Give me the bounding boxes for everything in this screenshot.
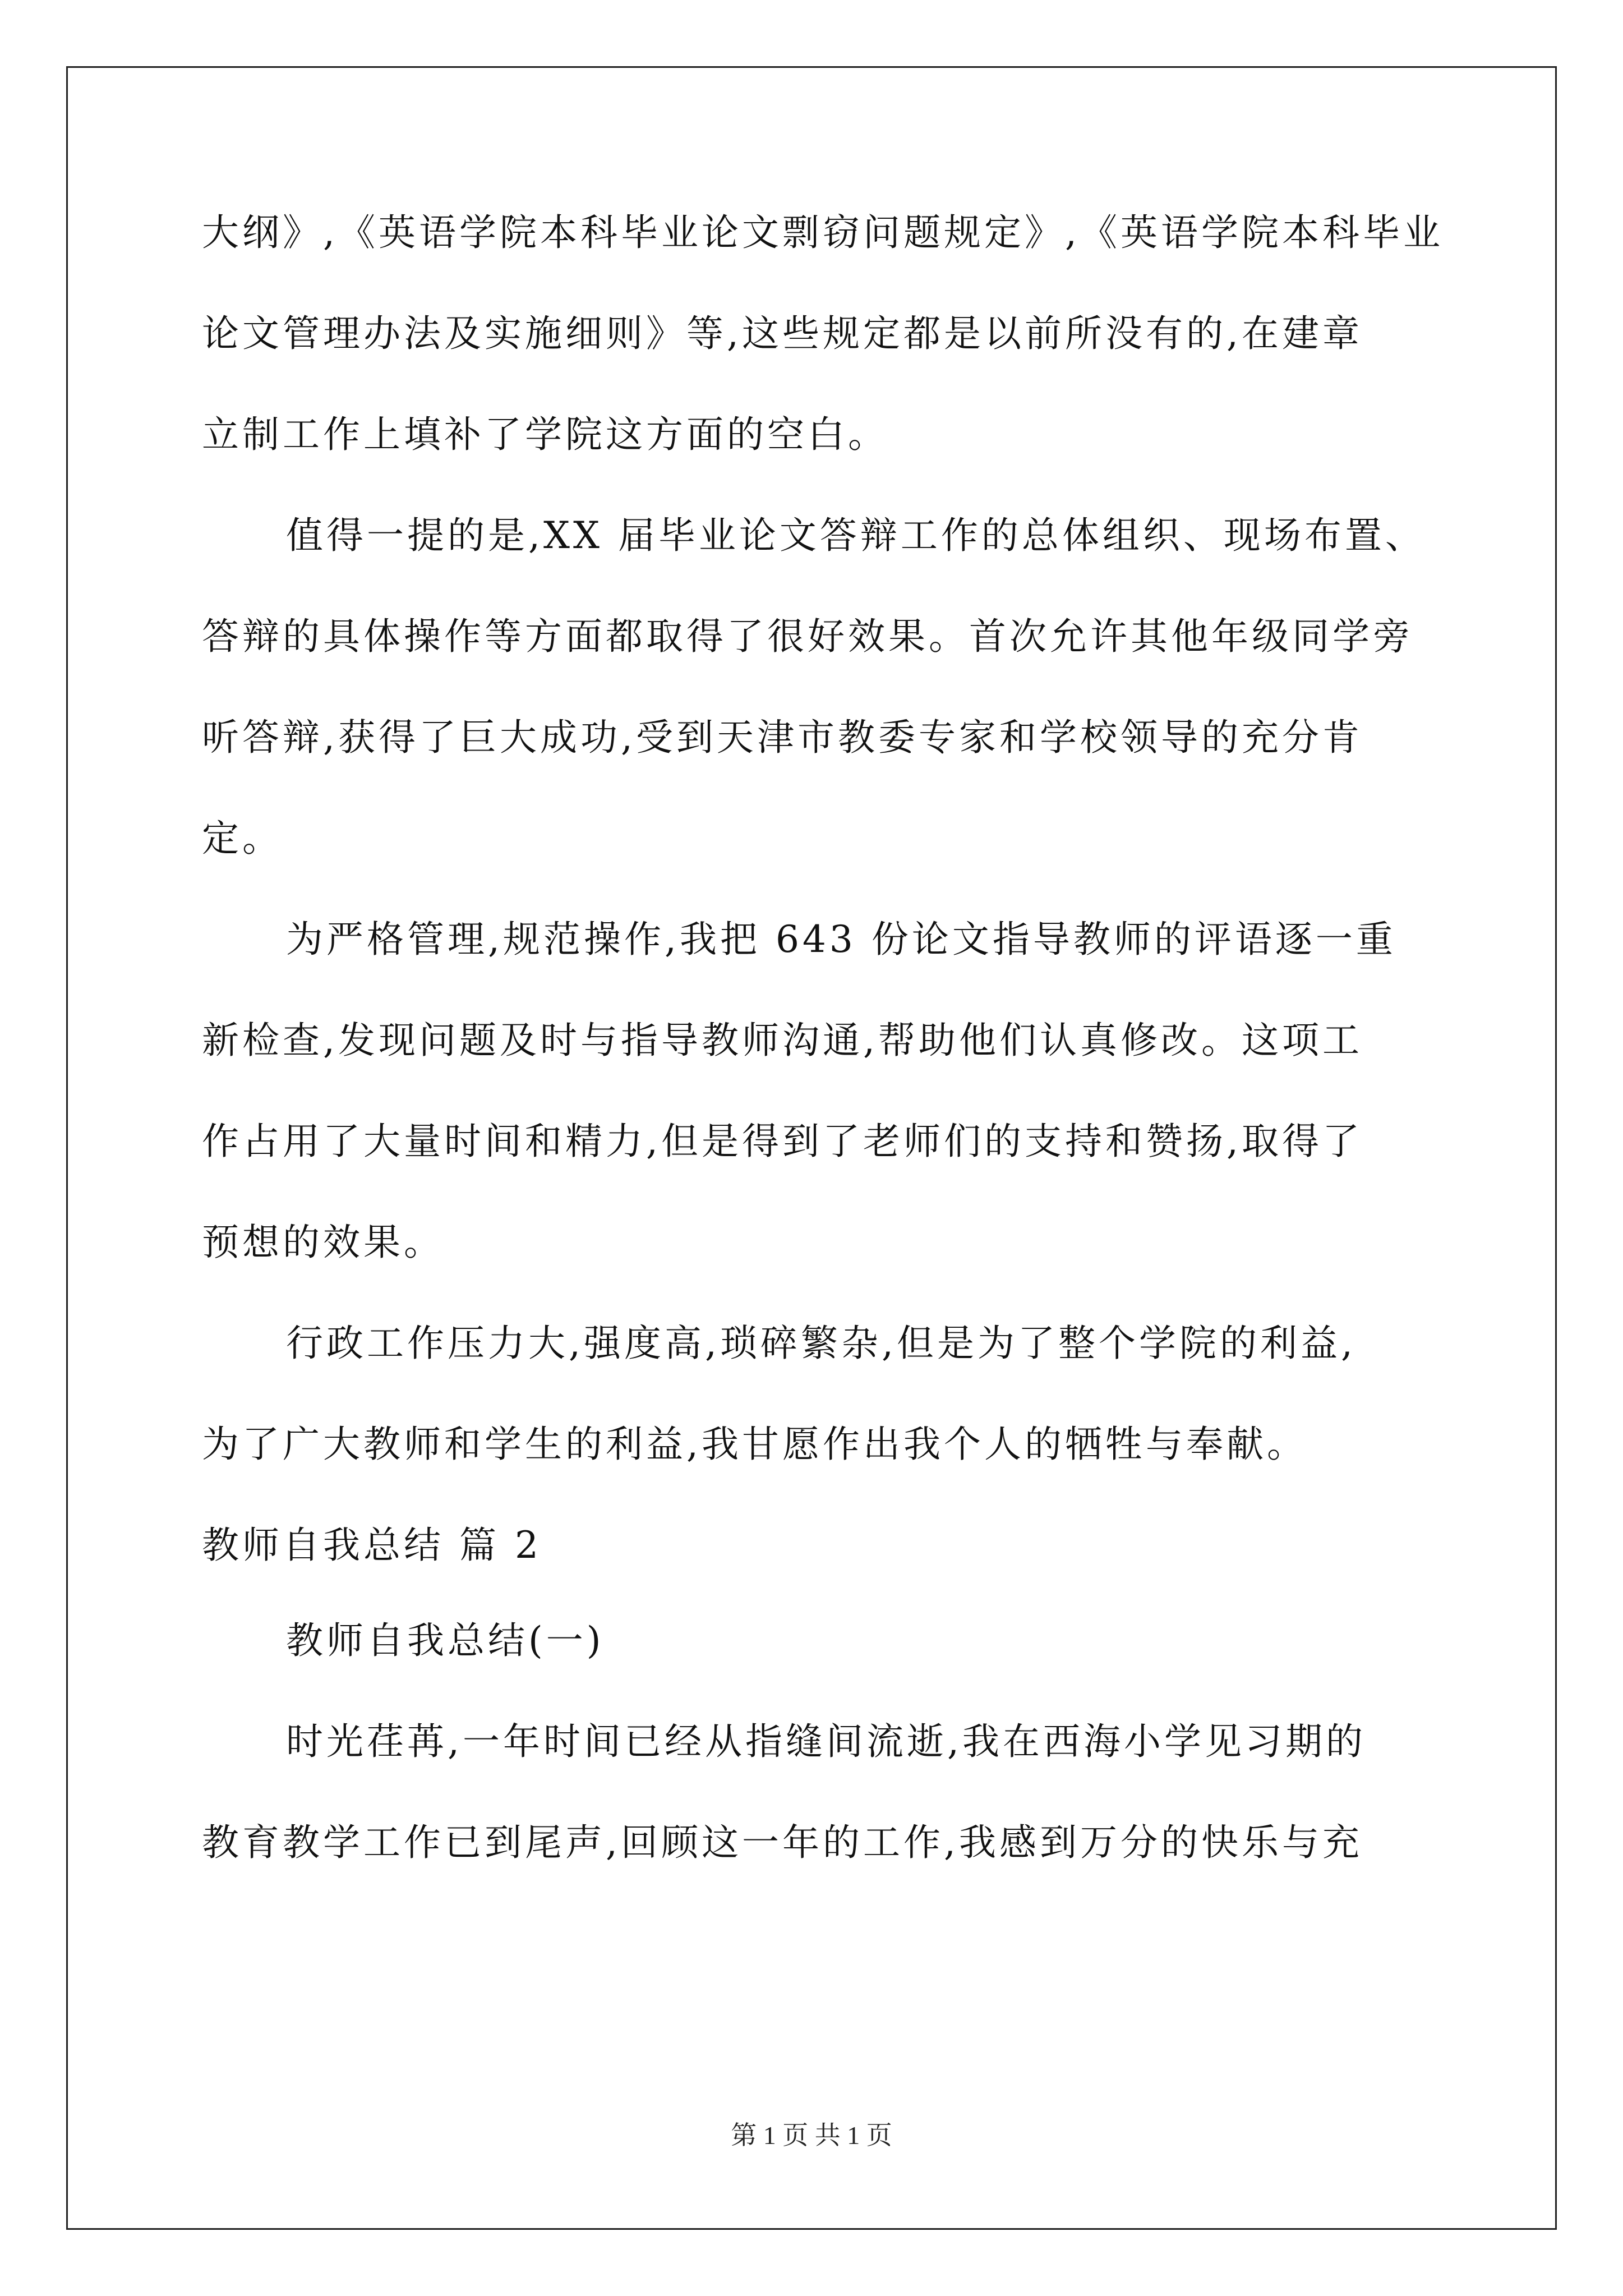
paragraph-start-line: 值得一提的是,XX 届毕业论文答辩工作的总体组织、现场布置、 (286, 514, 1426, 557)
text-line: 作占用了大量时间和精力,但是得到了老师们的支持和赞扬,取得了 (202, 1120, 1363, 1163)
paragraph-start-line: 时光荏苒,一年时间已经从指缝间流逝,我在西海小学见习期的 (286, 1720, 1366, 1763)
paragraph-start-line: 行政工作压力大,强度高,琐碎繁杂,但是为了整个学院的利益, (286, 1322, 1356, 1365)
text-line: 论文管理办法及实施细则》等,这些规定都是以前所没有的,在建章 (202, 312, 1363, 355)
subsection-heading: 教师自我总结(一) (286, 1619, 605, 1662)
text-line: 大纲》,《英语学院本科毕业论文剽窃问题规定》,《英语学院本科毕业 (202, 211, 1444, 254)
document-body (202, 211, 1444, 1924)
text-line: 立制工作上填补了学院这方面的空白。 (202, 413, 888, 456)
text-line: 定。 (202, 817, 283, 860)
section-heading: 教师自我总结 篇 2 (202, 1524, 542, 1567)
text-line: 听答辩,获得了巨大成功,受到天津市教委专家和学校领导的充分肯 (202, 716, 1363, 759)
text-line: 教育教学工作已到尾声,回顾这一年的工作,我感到万分的快乐与充 (202, 1821, 1363, 1864)
page-footer: 第 1 页 共 1 页 (731, 2121, 892, 2150)
paragraph-start-line: 为严格管理,规范操作,我把 643 份论文指导教师的评语逐一重 (286, 918, 1396, 961)
text-line: 答辩的具体操作等方面都取得了很好效果。首次允许其他年级同学旁 (202, 615, 1413, 658)
text-line: 新检查,发现问题及时与指导教师沟通,帮助他们认真修改。这项工 (202, 1019, 1363, 1062)
text-line: 为了广大教师和学生的利益,我甘愿作出我个人的牺牲与奉献。 (202, 1423, 1307, 1466)
text-line: 预想的效果。 (202, 1221, 444, 1264)
